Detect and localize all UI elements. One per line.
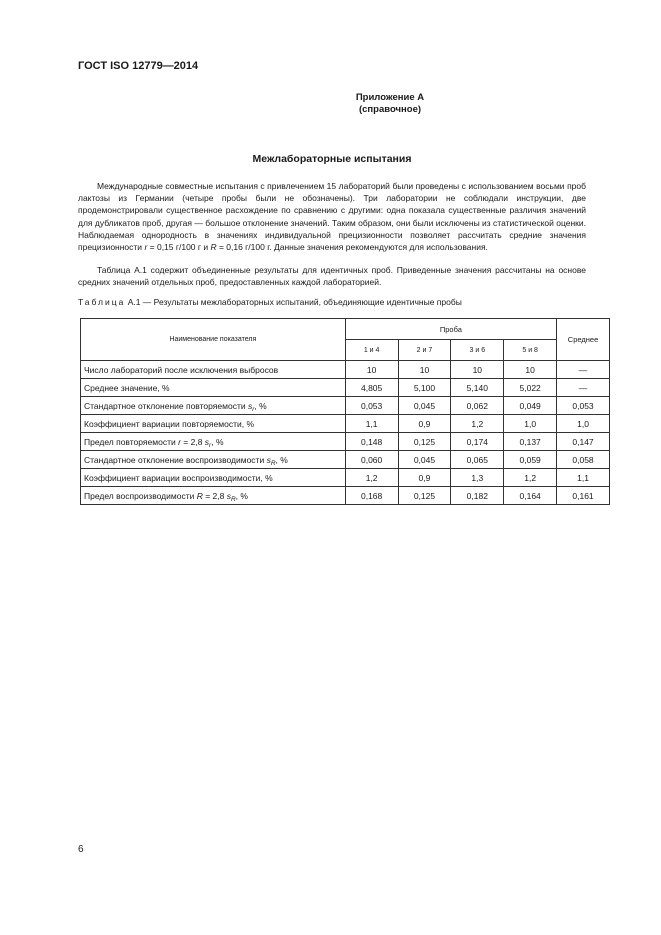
cell-value: 0,045 (398, 397, 451, 415)
table-row (81, 415, 610, 433)
cell-value: 1,2 (345, 469, 398, 487)
row-label: Стандартное отклонение повторяемости $s_r$, % (81, 397, 346, 415)
results-table (80, 318, 610, 505)
cell-value: 10 (504, 361, 557, 379)
header-probe-pair: 5 и 8 (504, 340, 557, 361)
document-header: ГОСТ ISO 12779—2014 (78, 60, 199, 72)
cell-value: 0,137 (504, 433, 557, 451)
cell-average: 1,0 (557, 415, 610, 433)
table-row (81, 487, 610, 505)
row-label: Коэффициент вариации воспроизводимости, % (81, 469, 346, 487)
cell-value: 0,125 (398, 433, 451, 451)
cell-value: 0,168 (345, 487, 398, 505)
cell-value: 1,3 (451, 469, 504, 487)
table-row (81, 361, 610, 379)
cell-average: 0,053 (557, 397, 610, 415)
cell-average: 0,161 (557, 487, 610, 505)
cell-value: 0,125 (398, 487, 451, 505)
header-average: Среднее (557, 319, 610, 361)
cell-value: 0,053 (345, 397, 398, 415)
header-probe-pair: 1 и 4 (345, 340, 398, 361)
table-row (81, 433, 610, 451)
paragraph-table-note: Таблица А.1 содержит объединенные результаты для идентичных проб. Приведенные значения рассчитаны на основе средних значений отдельных проб, предоставленных каждой лабораторией. (78, 265, 586, 288)
header-probe-pair: 3 и 6 (451, 340, 504, 361)
cell-average: 0,058 (557, 451, 610, 469)
cell-average: — (557, 361, 610, 379)
annex-subtitle: (справочное) (358, 104, 422, 115)
cell-value: 5,100 (398, 379, 451, 397)
cell-value: 0,174 (451, 433, 504, 451)
row-label: Число лабораторий после исключения выбросов (81, 361, 346, 379)
cell-value: 5,022 (504, 379, 557, 397)
header-probe: Проба (345, 319, 556, 340)
row-label: Коэффициент вариации повторяемости, % (81, 415, 346, 433)
paragraph-intro: Международные совместные испытания с привлечением 15 лабораторий были проведены с использованием восьми проб лактозы из Германии (четыре пробы были не обозначены). Три лаборатории не соблюдали инструкции, две продемонстрировали существенное расхождение по сравнению с другими: одна показала существенные различия значений для дубликатов проб, другая — большое отклонение значений. Таким образом, они были исключены из статистической оценки. Наблюдаемая однородность в значениях индивидуальной прецизионности позволяет рассчитать средние значения прецизионности r = 0,15 г/100 г и R = 0,16 г/100 г. Данные значения рекомендуются для использования. (78, 181, 586, 253)
cell-value: 1,0 (504, 415, 557, 433)
cell-value: 0,148 (345, 433, 398, 451)
section-title: Межлабораторные испытания (252, 153, 412, 165)
cell-value: 0,065 (451, 451, 504, 469)
cell-average: — (557, 379, 610, 397)
cell-value: 10 (345, 361, 398, 379)
table-caption: Таблица А.1 — Результаты межлабораторных испытаний, объединяющие идентичные пробы (78, 297, 462, 307)
cell-average: 1,1 (557, 469, 610, 487)
cell-value: 10 (451, 361, 504, 379)
cell-value: 0,182 (451, 487, 504, 505)
cell-value: 1,2 (451, 415, 504, 433)
annex-title: Приложение А (355, 92, 425, 103)
row-label: Среднее значение, % (81, 379, 346, 397)
cell-value: 0,049 (504, 397, 557, 415)
cell-average: 0,147 (557, 433, 610, 451)
row-label: Предел повторяемости r = 2,8 $s_r$, % (81, 433, 346, 451)
cell-value: 1,2 (504, 469, 557, 487)
table-row (81, 469, 610, 487)
cell-value: 0,059 (504, 451, 557, 469)
cell-value: 0,9 (398, 415, 451, 433)
header-probe-pair: 2 и 7 (398, 340, 451, 361)
cell-value: 4,805 (345, 379, 398, 397)
cell-value: 0,062 (451, 397, 504, 415)
table-row (81, 451, 610, 469)
cell-value: 1,1 (345, 415, 398, 433)
row-label: Стандартное отклонение воспроизводимости $s_R$, % (81, 451, 346, 469)
cell-value: 0,9 (398, 469, 451, 487)
table-row (81, 379, 610, 397)
header-indicator-name: Наименование показателя (81, 319, 346, 361)
row-label: Предел воспроизводимости R = 2,8 $s_R$, % (81, 487, 346, 505)
cell-value: 0,060 (345, 451, 398, 469)
cell-value: 0,164 (504, 487, 557, 505)
page-number: 6 (78, 844, 84, 855)
cell-value: 5,140 (451, 379, 504, 397)
cell-value: 10 (398, 361, 451, 379)
table-row (81, 397, 610, 415)
cell-value: 0,045 (398, 451, 451, 469)
